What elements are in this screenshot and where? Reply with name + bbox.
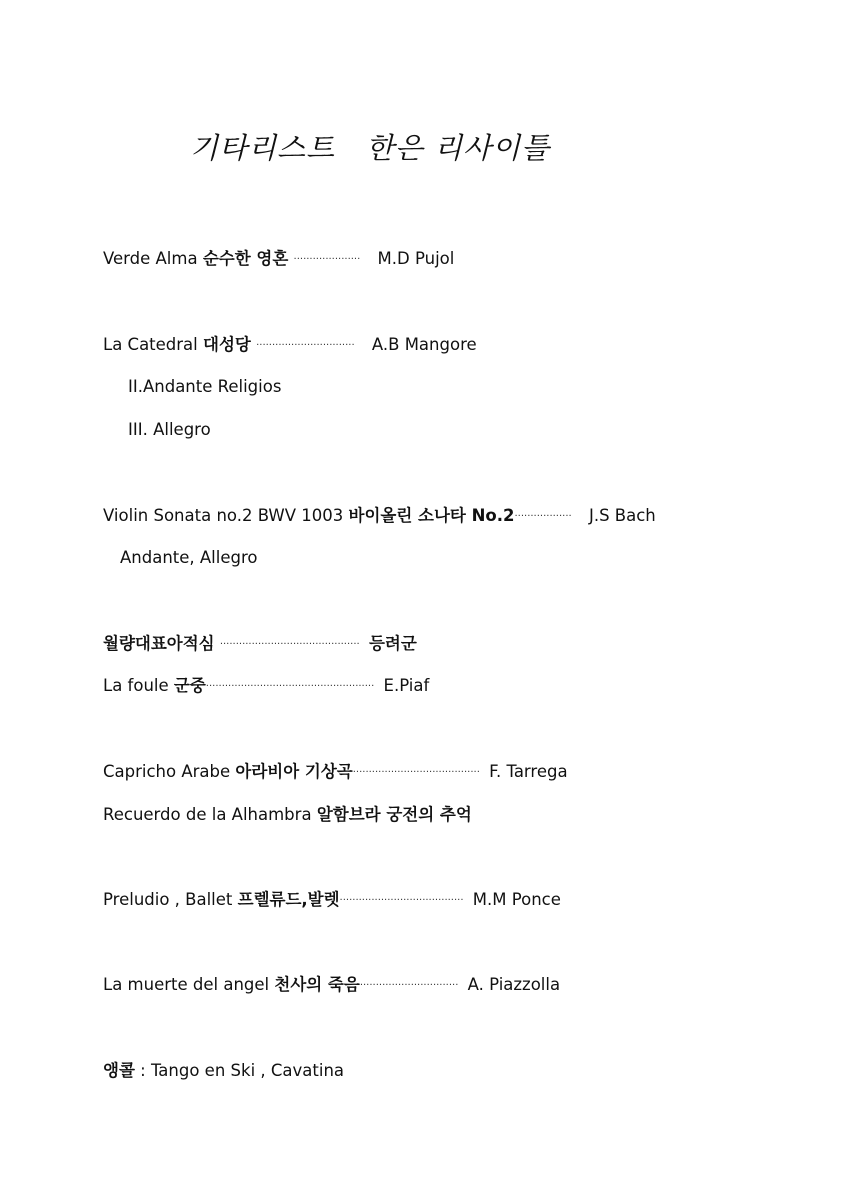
program-item-encore — [103, 1060, 344, 1082]
composer-name: 등려군 — [368, 634, 417, 653]
composer-name: J.S Bach — [588, 506, 656, 525]
program-item-la-muerte-del-angel — [103, 974, 560, 997]
encore-separator: : — [134, 1061, 151, 1080]
leader-dots: ······························· — [359, 980, 459, 991]
composer-name: A.B Mangore — [371, 335, 477, 354]
movement-allegro: III. Allegro — [128, 420, 211, 439]
leader-dots: ······································· — [339, 895, 464, 906]
composer-name: A. Piazzolla — [467, 975, 561, 994]
piece-title: La foule — [103, 676, 169, 695]
program-item-la-foule — [103, 675, 429, 698]
program-item-moon-represents-my-heart — [103, 633, 417, 656]
composer-name: M.D Pujol — [377, 249, 455, 268]
program-item-recuerdo — [103, 804, 472, 826]
encore-label: 앵콜 — [103, 1061, 135, 1080]
leader-dots: ············································ — [219, 639, 360, 650]
piece-korean-title: 군중 — [173, 676, 206, 695]
movement-andante-religioso: II.Andante Religios — [128, 377, 282, 396]
piece-korean-title: 프렐류드,발렛 — [237, 890, 340, 909]
leader-dots: ·················· — [514, 511, 572, 522]
piece-korean-title: 바이올린 소나타 No.2 — [348, 506, 515, 525]
movement-andante-allegro: Andante, Allegro — [120, 548, 258, 567]
piece-korean-title: 알함브라 궁전의 추억 — [316, 805, 472, 824]
piece-title: Verde Alma — [103, 249, 198, 268]
leader-dots: ······························· — [256, 340, 355, 351]
program-item-la-catedral — [103, 334, 477, 357]
composer-name: E.Piaf — [383, 676, 430, 695]
program-item-verde-alma — [103, 248, 454, 271]
leader-dots: ····················· — [293, 254, 361, 265]
piece-korean-title: 월량대표아적심 — [103, 634, 215, 653]
piece-title: Recuerdo de la Alhambra — [103, 805, 312, 824]
piece-title: La muerte del angel — [103, 975, 270, 994]
program-item-capricho-arabe — [103, 761, 568, 784]
composer-name: M.M Ponce — [472, 890, 561, 909]
program-item-preludio-ballet — [103, 889, 561, 912]
leader-dots: ····················································· — [205, 681, 375, 692]
piece-title: Violin Sonata no.2 BWV 1003 — [103, 506, 344, 525]
piece-title: Preludio , Ballet — [103, 890, 233, 909]
piece-title: Capricho Arabe — [103, 762, 231, 781]
composer-name: F. Tarrega — [489, 762, 568, 781]
recital-title: 기타리스트 한은 리사이틀 — [190, 131, 551, 165]
piece-korean-title: 천사의 죽음 — [274, 975, 360, 994]
piece-title: La Catedral — [103, 335, 198, 354]
program-item-violin-sonata — [103, 505, 656, 528]
piece-korean-title: 아라비아 기상곡 — [235, 762, 353, 781]
encore-pieces: Tango en Ski , Cavatina — [150, 1061, 345, 1080]
piece-korean-title: 대성당 — [203, 335, 251, 354]
piece-korean-title: 순수한 영혼 — [202, 249, 289, 268]
leader-dots: ········································ — [352, 767, 480, 778]
